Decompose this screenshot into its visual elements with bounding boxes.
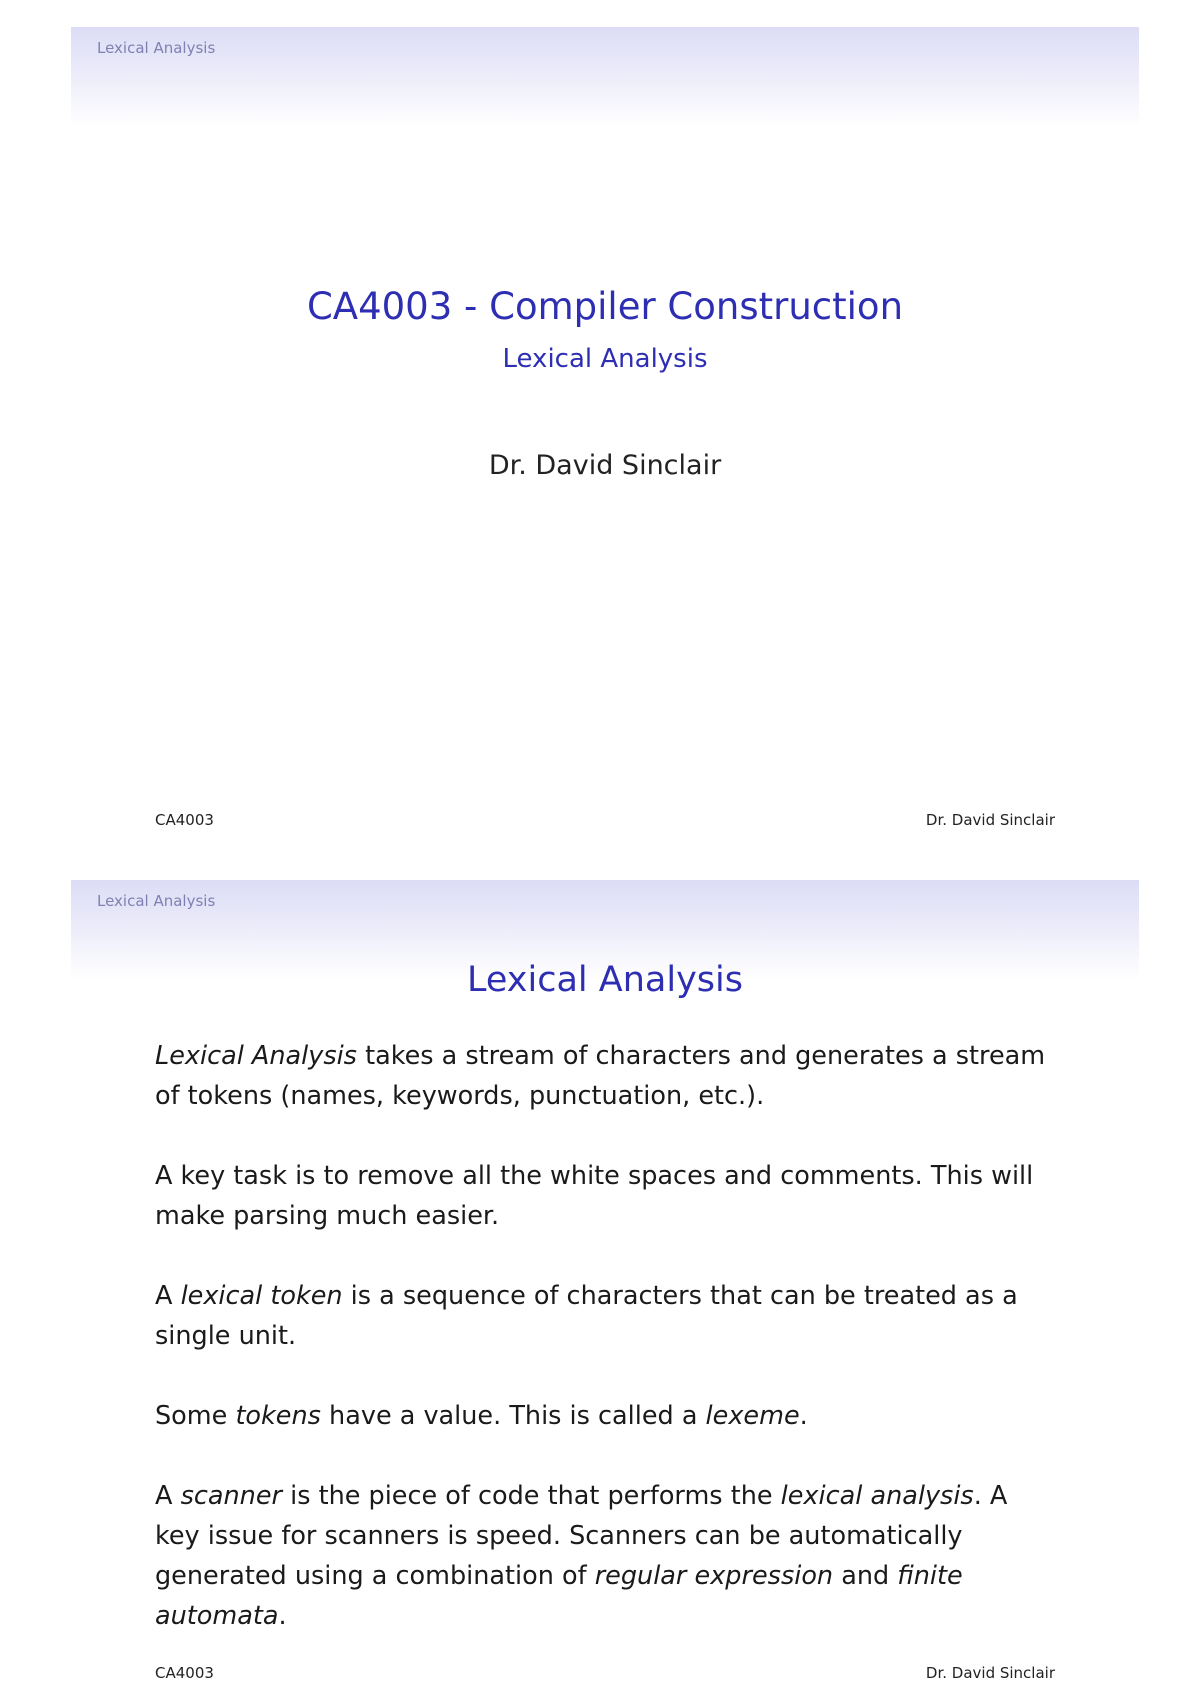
paragraph-definition: Lexical Analysis takes a stream of characters and generates a stream of tokens (names, keywords, punctuation, etc.). — [155, 1041, 1046, 1111]
frame-title: Lexical Analysis — [467, 960, 743, 1000]
presentation-title: CA4003 - Compiler Construction — [306, 285, 904, 328]
paragraph-lexical-token: A lexical token is a sequence of characters that can be treated as a single unit. — [155, 1281, 1018, 1351]
footer-author: Dr. David Sinclair — [925, 811, 1055, 829]
content-slide — [71, 880, 1139, 1698]
presentation-subtitle: Lexical Analysis — [502, 344, 708, 374]
footer-author: Dr. David Sinclair — [925, 1664, 1055, 1682]
title-slide — [71, 27, 1139, 847]
paragraph-key-task: A key task is to remove all the white spaces and comments. This will make parsing much easier. — [155, 1161, 1034, 1231]
presentation-author: Dr. David Sinclair — [488, 450, 722, 481]
header-band — [71, 27, 1139, 127]
header-label: Lexical Analysis — [97, 892, 216, 910]
paragraph-lexeme: Some tokens have a value. This is called a lexeme. — [155, 1401, 808, 1431]
footer-course-code: CA4003 — [155, 1664, 214, 1682]
header-label: Lexical Analysis — [97, 39, 216, 57]
slide-body — [155, 1036, 1055, 1676]
footer-course-code: CA4003 — [155, 811, 214, 829]
paragraph-scanner: A scanner is the piece of code that performs the lexical analysis. A key issue for scanners is speed. Scanners can be automatically generated using a combination of regular expression and finite automata. — [155, 1481, 1008, 1631]
